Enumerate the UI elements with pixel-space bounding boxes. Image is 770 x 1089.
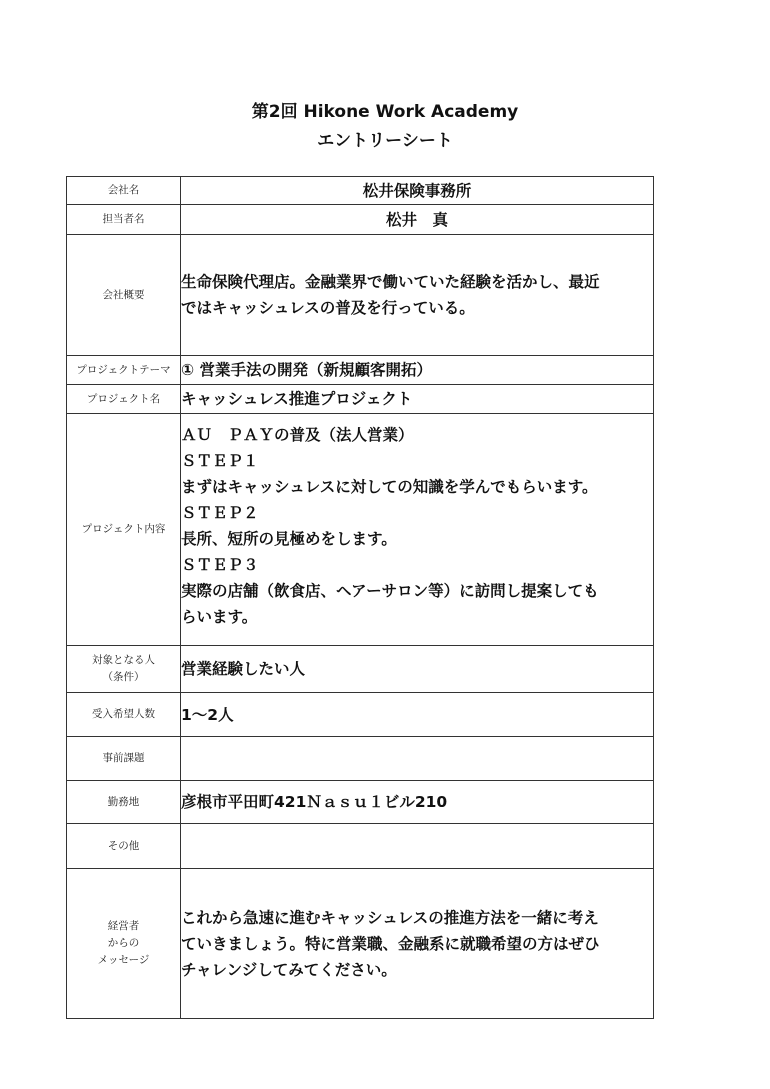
value-line: 実際の店舗（飲食店、ヘアーサロン等）に訪問し提案しても <box>181 582 599 600</box>
row-pre-assignment <box>67 737 654 781</box>
label-other <box>67 824 181 869</box>
sheet-subtitle: エントリーシート <box>317 131 453 151</box>
row-company-name <box>67 177 654 205</box>
row-manager-message <box>67 869 654 1019</box>
value-line: キャッシュレス推進プロジェクト <box>181 390 413 408</box>
label-text: 経営者 <box>107 920 140 932</box>
value-target-person <box>181 646 654 693</box>
label-text: プロジェクトテーマ <box>76 363 171 376</box>
value-line: これから急速に進むキャッシュレスの推進方法を一緒に考え <box>181 908 599 927</box>
label-text: その他 <box>107 839 140 852</box>
value-project-theme <box>181 356 654 385</box>
label-intake-count <box>67 693 181 737</box>
value-line: 長所、短所の見極めをします。 <box>181 530 397 548</box>
value-project-content <box>181 414 654 646</box>
value-project-name <box>181 385 654 414</box>
value-line: ① 営業手法の開発（新規顧客開拓） <box>181 361 433 379</box>
value-line: 彦根市平田町421Ｎａｓｕ１ビル210 <box>181 793 448 811</box>
row-project-content <box>67 414 654 646</box>
label-text: 事前課題 <box>102 752 145 764</box>
value-manager-message <box>181 869 654 1019</box>
value-intake-count <box>181 693 654 737</box>
label-project-theme <box>67 356 181 385</box>
label-contact-person <box>67 205 181 235</box>
value-line: ではキャッシュレスの普及を行っている。 <box>181 299 475 317</box>
value-line: ＳＴＥＰ２ <box>181 504 259 522</box>
row-project-theme <box>67 356 654 385</box>
row-other <box>67 824 654 869</box>
label-text: 会社名 <box>107 184 140 196</box>
label-project-name <box>67 385 181 414</box>
value-line: 1〜2人 <box>181 705 234 724</box>
label-project-content <box>67 414 181 646</box>
value-line: ＳＴＥＰ１ <box>181 452 259 470</box>
label-text: 受入希望人数 <box>92 708 155 720</box>
label-text: 対象となる人 <box>92 654 155 666</box>
value-other <box>181 824 654 869</box>
row-contact-person <box>67 205 654 235</box>
label-text: メッセージ <box>97 954 150 966</box>
value-line: ていきましょう。特に営業職、金融系に就職希望の方はぜひ <box>181 934 600 953</box>
value-work-location <box>181 781 654 824</box>
label-text: 会社概要 <box>102 288 145 301</box>
value-contact-person <box>181 205 654 235</box>
value-line: 松井保険事務所 <box>362 181 472 200</box>
value-company-name <box>181 177 654 205</box>
value-line: らいます。 <box>181 608 258 626</box>
value-line: 生命保険代理店。金融業界で働いていた経験を活かし、最近 <box>181 273 600 291</box>
label-text: からの <box>107 937 140 949</box>
row-work-location <box>67 781 654 824</box>
label-work-location <box>67 781 181 824</box>
label-text: （条件） <box>102 671 145 683</box>
label-company-overview <box>67 235 181 356</box>
label-text: プロジェクト内容 <box>81 523 166 535</box>
entry-sheet-table <box>66 176 654 1019</box>
value-line: 松井 真 <box>385 210 448 229</box>
value-line: ＡＵ ＰＡＹの普及（法人営業） <box>181 426 414 444</box>
label-text: プロジェクト名 <box>86 392 161 405</box>
label-pre-assignment <box>67 737 181 781</box>
value-company-overview <box>181 235 654 356</box>
label-text: 担当者名 <box>102 213 145 225</box>
label-manager-message <box>67 869 181 1019</box>
row-company-overview <box>67 235 654 356</box>
row-intake-count <box>67 693 654 737</box>
row-project-name <box>67 385 654 414</box>
row-target-person <box>67 646 654 693</box>
sheet-title: 第2回 Hikone Work Academy <box>251 102 519 122</box>
label-company-name <box>67 177 181 205</box>
value-line: まずはキャッシュレスに対しての知識を学んでもらいます。 <box>181 478 598 496</box>
value-pre-assignment <box>181 737 654 781</box>
label-text: 勤務地 <box>107 795 140 808</box>
value-line: ＳＴＥＰ３ <box>181 556 259 574</box>
label-target-person <box>67 646 181 693</box>
value-line: チャレンジしてみてください。 <box>181 960 397 979</box>
value-line: 営業経験したい人 <box>181 660 306 678</box>
